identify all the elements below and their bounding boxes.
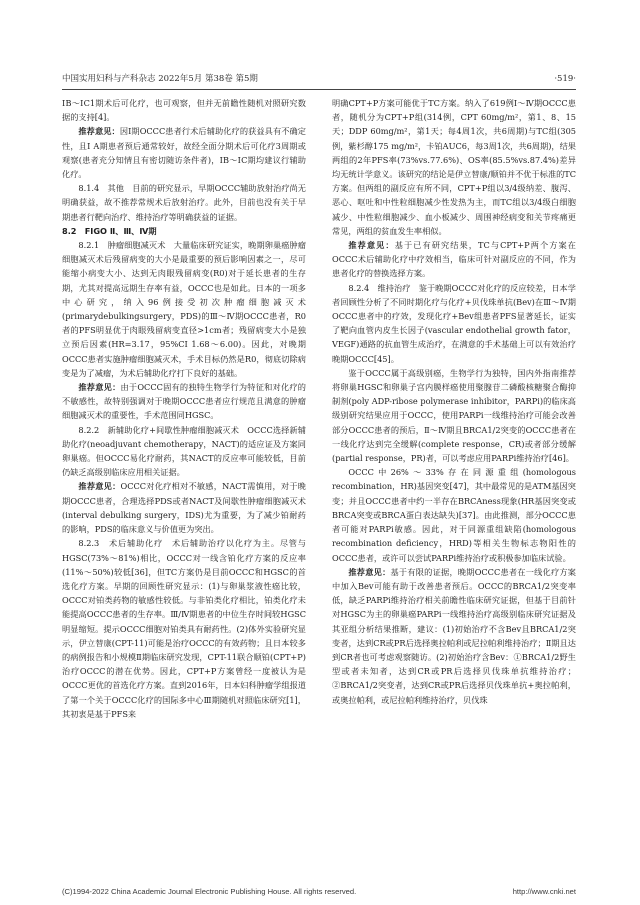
paragraph: OCCC中26%～33%存在同源重组(homologous recombination，HR)基因突变[47]，其中最常见的是ATM基因突变；并且OCCC患者中约一半存在BRCAness现象(HR基因突变或BRCA突变或BRCA蛋白表达缺失)[37]。由此推测，部分OCCC患者可能对PARPi敏感。因此，对于同源重组缺陷(homologous recombination deficiency，HRD)等相关生物标志物阳性的OCCC患者，或许可以尝试PARPi维持治疗或积极参加临床试验。 [332,467,576,563]
section-heading: 8.2.4 维持治疗 [348,282,411,293]
page-footer [62,886,576,898]
section-text: 大量临床研究证实，晚期卵巢癌肿瘤细胞减灭术后残留病变的大小是最重要的预后影响因素之一，尽可能缩小病变大小、达到无肉眼残留病变(R0)对于延长患者的生存期，尤其对提高远期生存率有益，OCCC也是如此。日本的一项多中心研究，纳入96例接受初次肿瘤细胞减灭术(primarydebulkingsurgery，PDS)的Ⅲ～Ⅳ期OCCC患者，R0者的PFS明显优于肉眼残留病变直径>1cm者；残留病变大小是独立预后因素(HR=3.17，95%CI 1.68～6.00)。因此，对晚期OCCC患者实施肿瘤细胞减灭术，手术目标仍然是R0，彻底切除病变是为了减瘤，为术后辅助化疗打下良好的基础。 [62,240,306,378]
paragraph: 鉴于OCCC属于高级别癌，生物学行为独特，国内外指南推荐将卵巢HGSC和卵巢子宫内膜样癌使用聚腺苷二磷酸核糖聚合酶抑制剂(poly ADP-ribose polymerase inhibitor，PARPi)的临床高级别研究结果应用于OCCC，使用PARPi一线维持治疗可能会改善部分OCCC患者的预后，Ⅱ～Ⅳ期且BRCA1/2突变的OCCC患者在一线化疗达到完全缓解(complete response，CR)或者部分缓解(partial response，PR)者，可以考虑应用PARPi维持治疗[46]。 [332,367,576,464]
page-number: ·519· [554,74,576,84]
section-text: OCCC选择新辅助化疗(neoadjuvant chemotherapy，NACT)的适应证及方案同卵巢癌。但OCCC易化疗耐药，其NACT的反应率可能较低，目前仍缺乏高级别临床应用相关证据。 [62,424,306,478]
recommendation-label: 推荐意见： [78,382,121,393]
recommendation [332,565,576,707]
section-8-2-3 [62,536,306,721]
recommendation-label: 推荐意见： [348,240,395,251]
section-8-2-1 [62,238,306,380]
header-divider [62,89,576,90]
recommendation-text: 基于有限的证据，晚期OCCC患者在一线化疗方案中加入Bev可能有助于改善患者预后。OCCC的BRCA1/2突变率低，缺乏PARPi维持治疗相关前瞻性临床研究证据，但基于目前针对HGSC为主的卵巢癌PARPi一线维持治疗高级别临床研究证据及其亚组分析结果推断，建议：(1)初始治疗不含Bev且BRCA1/2突变者，达到CR或PR后选择奥拉帕利或尼拉帕利维持治疗；Ⅱ期且达到CR者也可考虑观察随访。(2)初始治疗含Bev：①BRCA1/2野生型或者未知者，达到CR或PR后选择贝伐珠单抗维持治疗；②BRCA1/2突变者，达到CR或PR后选择贝伐珠单抗+奥拉帕利，或奥拉帕利，或尼拉帕利维持治疗，贝伐珠 [332,566,576,705]
section-heading: 8.2.3 术后辅助化疗 [78,538,163,549]
recommendation [62,479,306,536]
copyright-notice: (C)1994-2022 China Academic Journal Electronic Publishing House. All rights reserved. [62,887,357,896]
running-header [62,72,576,86]
section-8-2-4 [332,281,576,366]
paragraph: ⅠB～ⅠC1期术后可化疗，也可观察，但并无前瞻性随机对照研究数据的支持[4]。 [62,98,306,123]
section-8-1-4 [62,181,306,224]
section-heading: 8.2.1 肿瘤细胞减灭术 [78,240,166,251]
recommendation-text: OCCC对化疗相对不敏感，NACT需慎用，对于晚期OCCC患者，合理选择PDS或者NACT及间歇性肿瘤细胞减灭术(interval debulking surgery，IDS)尤为重要，为了减少铂耐药的影响，PDS的临床意义与价值更为突出。 [62,481,306,535]
section-heading: 8.2.2 新辅助化疗+间歇性肿瘤细胞减灭术 [78,424,239,435]
recommendation-text: 基于已有研究结果，TC与CPT+P两个方案在OCCC术后辅助化疗中疗效相当，临床可针对副反应的不同，作为患者化疗的替换选择方案。 [332,240,576,279]
recommendation [62,124,306,181]
journal-citation: 中国实用妇科与产科杂志 2022年5月 第38卷 第5期 [62,74,258,84]
right-column [332,96,576,874]
left-column [62,96,306,874]
recommendation-text: 由于OCCC固有的独特生物学行为特征和对化疗的不敏感性，故特别强调对于晚期OCCC患者应行规范且满意的肿瘤细胞减灭术的重要性，手术范围同HGSC。 [62,382,306,421]
section-text: 目前的研究显示，早期OCCC辅助放射治疗尚无明确获益，故不推荐常规术后放射治疗。此外，目前也没有关于早期患者行靶向治疗、维持治疗等明确获益的证据。 [62,183,306,222]
recommendation [332,238,576,281]
recommendation [62,380,306,423]
section-8-2-2 [62,423,306,480]
recommendation-label: 推荐意见： [78,126,120,137]
section-text: 术后辅助治疗以化疗为主。尽管与HGSC(73%～81%)相比，OCCC对一线含铂化疗方案的反应率(11%～50%)较低[36]，但TC方案仍是目前OCCC和HGSC的首选化疗方案。早期的回顾性研究显示：(1)与卵巢浆液性癌比较，OCCC对铂类药物的敏感性较低。与非铂类化疗相比，铂类化疗未能提高OCCC患者的生存率。Ⅲ/Ⅳ期患者的中位生存时间较HGSC明显缩短。提示OCCC细胞对铂类具有耐药性。(2)体外实验研究显示，伊立替康(CPT-11)可能是治疗OCCC的有效药物；且日本较多的病例报告和小规模Ⅱ期临床研究发现，CPT-11联合顺铂(CPT+P)治疗OCCC的潜在优势。因此，CPT+P方案曾经一度被认为是OCCC更优的首选化疗方案。直到2016年，日本妇科肿瘤学组报道了第一个关于OCCC化疗的国际多中心Ⅲ期随机对照临床研究[1]，其初衷是基于PFS来 [62,538,306,719]
recommendation-label: 推荐意见： [348,566,391,577]
section-title-8-2: 8.2 FIGO Ⅱ、Ⅲ、Ⅳ期 [62,225,157,236]
recommendation-text: 因Ⅰ期OCCC患者行术后辅助化疗的获益具有不确定性，且Ⅰ A期患者预后通常较好，故经全面分期术后可化疗3周期或观察(患者充分知情且有密切随访条件者)，ⅠB～ⅠC期均建议行辅助化疗。 [62,126,306,180]
paragraph: 明确CPT+P方案可能优于TC方案。纳入了619例Ⅰ～Ⅳ期OCCC患者，随机分为CPT+P组(314例，CPT 60mg/m²，第1、8、15天；DDP 60mg/m²，第1天；每4周1次，共6周期)与TC组(305例，紫杉醇175 mg/m²，卡铂AUC6，每3周1次，共6周期)，结果两组的2年PFS率(73%vs.77.6%)、OS率(85.5%vs.87.4%)差异均无统计学意义。该研究的结论是伊立替康/顺铂并不优于标准的TC方案。但两组的副反应有所不同，CPT+P组以3/4级纳差、腹泻、恶心、呕吐和中性粒细胞减少性发热为主，而TC组以3/4级白细胞减少、中性粒细胞减少、血小板减少、周围神经病变和关节疼痛更常见，两组的贫血发生率相似。 [332,98,576,236]
section-heading: 8.1.4 其他 [78,183,124,194]
section-text: 鉴于晚期OCCC对化疗的反应较差，日本学者回顾性分析了不同时期化疗与化疗+贝伐珠单抗(Bev)在Ⅲ～Ⅳ期OCCC患者中的疗效，发现化疗+Bev组患者PFS显著延长，证实了靶向血管内皮生长因子(vascular endothelial growth fator，VEGF)通路的抗血管生成治疗，在满意的手术基础上可以有效治疗晚期OCCC[45]。 [332,282,576,364]
recommendation-label: 推荐意见： [78,481,121,492]
site-url: http://www.cnki.net [512,887,576,896]
